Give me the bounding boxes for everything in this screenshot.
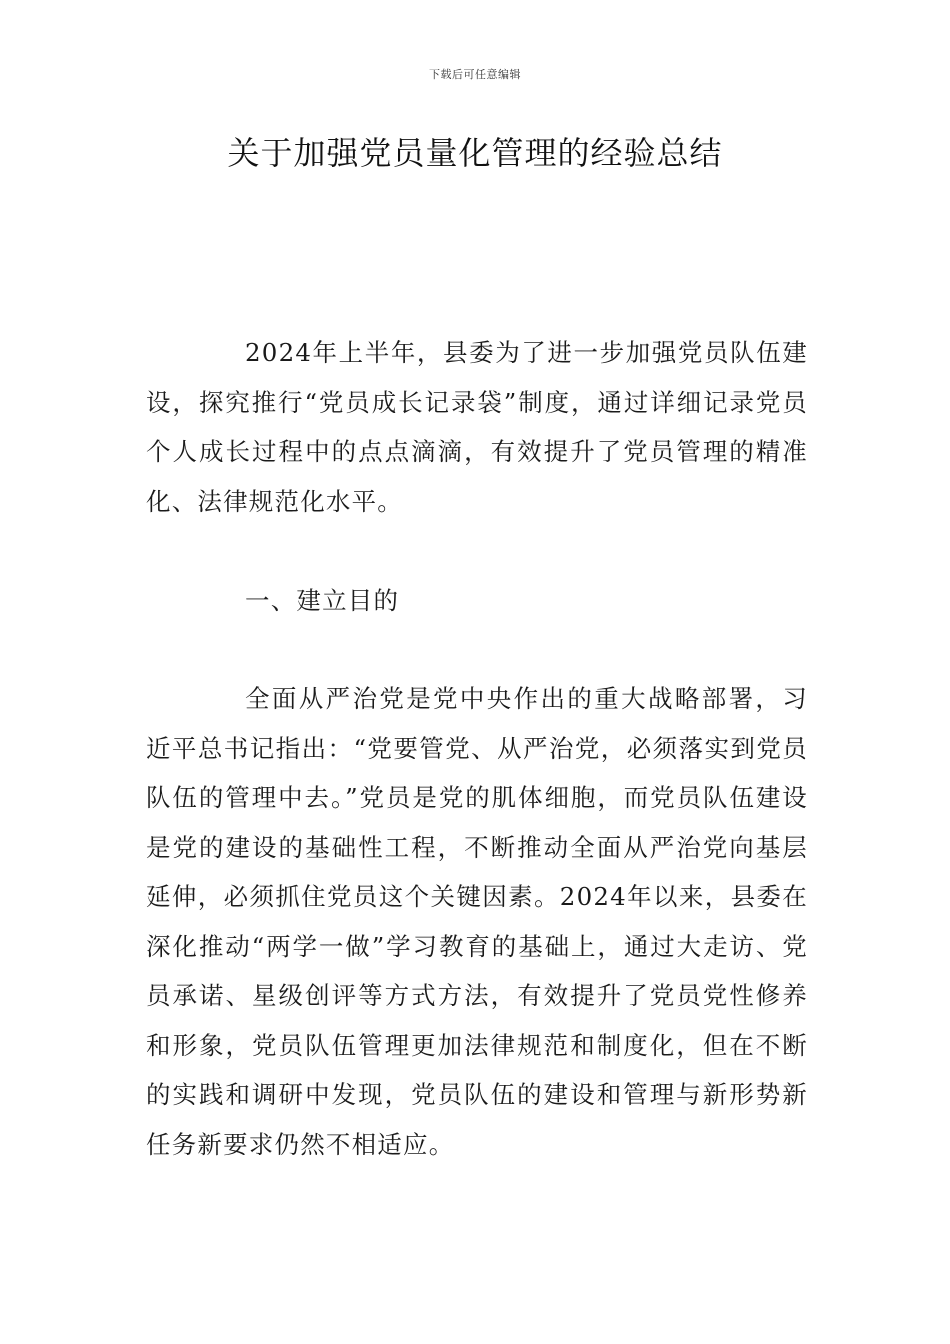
intro-paragraph: 2024年上半年，县委为了进一步加强党员队伍建设，探究推行“党员成长记录袋”制度，通过详细记录党员个人成长过程中的点点滴滴，有效提升了党员管理的精准化、法律规范化水平。 xyxy=(146,338,808,516)
section-paragraph: 全面从严治党是党中央作出的重大战略部署，习近平总书记指出：“党要管党、从严治党，必须落实到党员队伍的管理中去。”党员是党的肌体细胞，而党员队伍建设是党的建设的基础性工程，不断推动全面从严治党向基层延伸，必须抓住党员这个关键因素。2024年以来，县委在深化推动“两学一做”学习教育的基础上，通过大走访、党员承诺、星级创评等方式方法，有效提升了党员党性修养和形象，党员队伍管理更加法律规范和制度化，但在不断的实践和调研中发现，党员队伍的建设和管理与新形势新任务新要求仍然不相适应。 xyxy=(146,684,808,1159)
section-heading: 一、建立目的 xyxy=(245,586,400,615)
header-note: 下载后可任意编辑 xyxy=(429,68,521,81)
document-title: 关于加强党员量化管理的经验总结 xyxy=(227,134,723,172)
